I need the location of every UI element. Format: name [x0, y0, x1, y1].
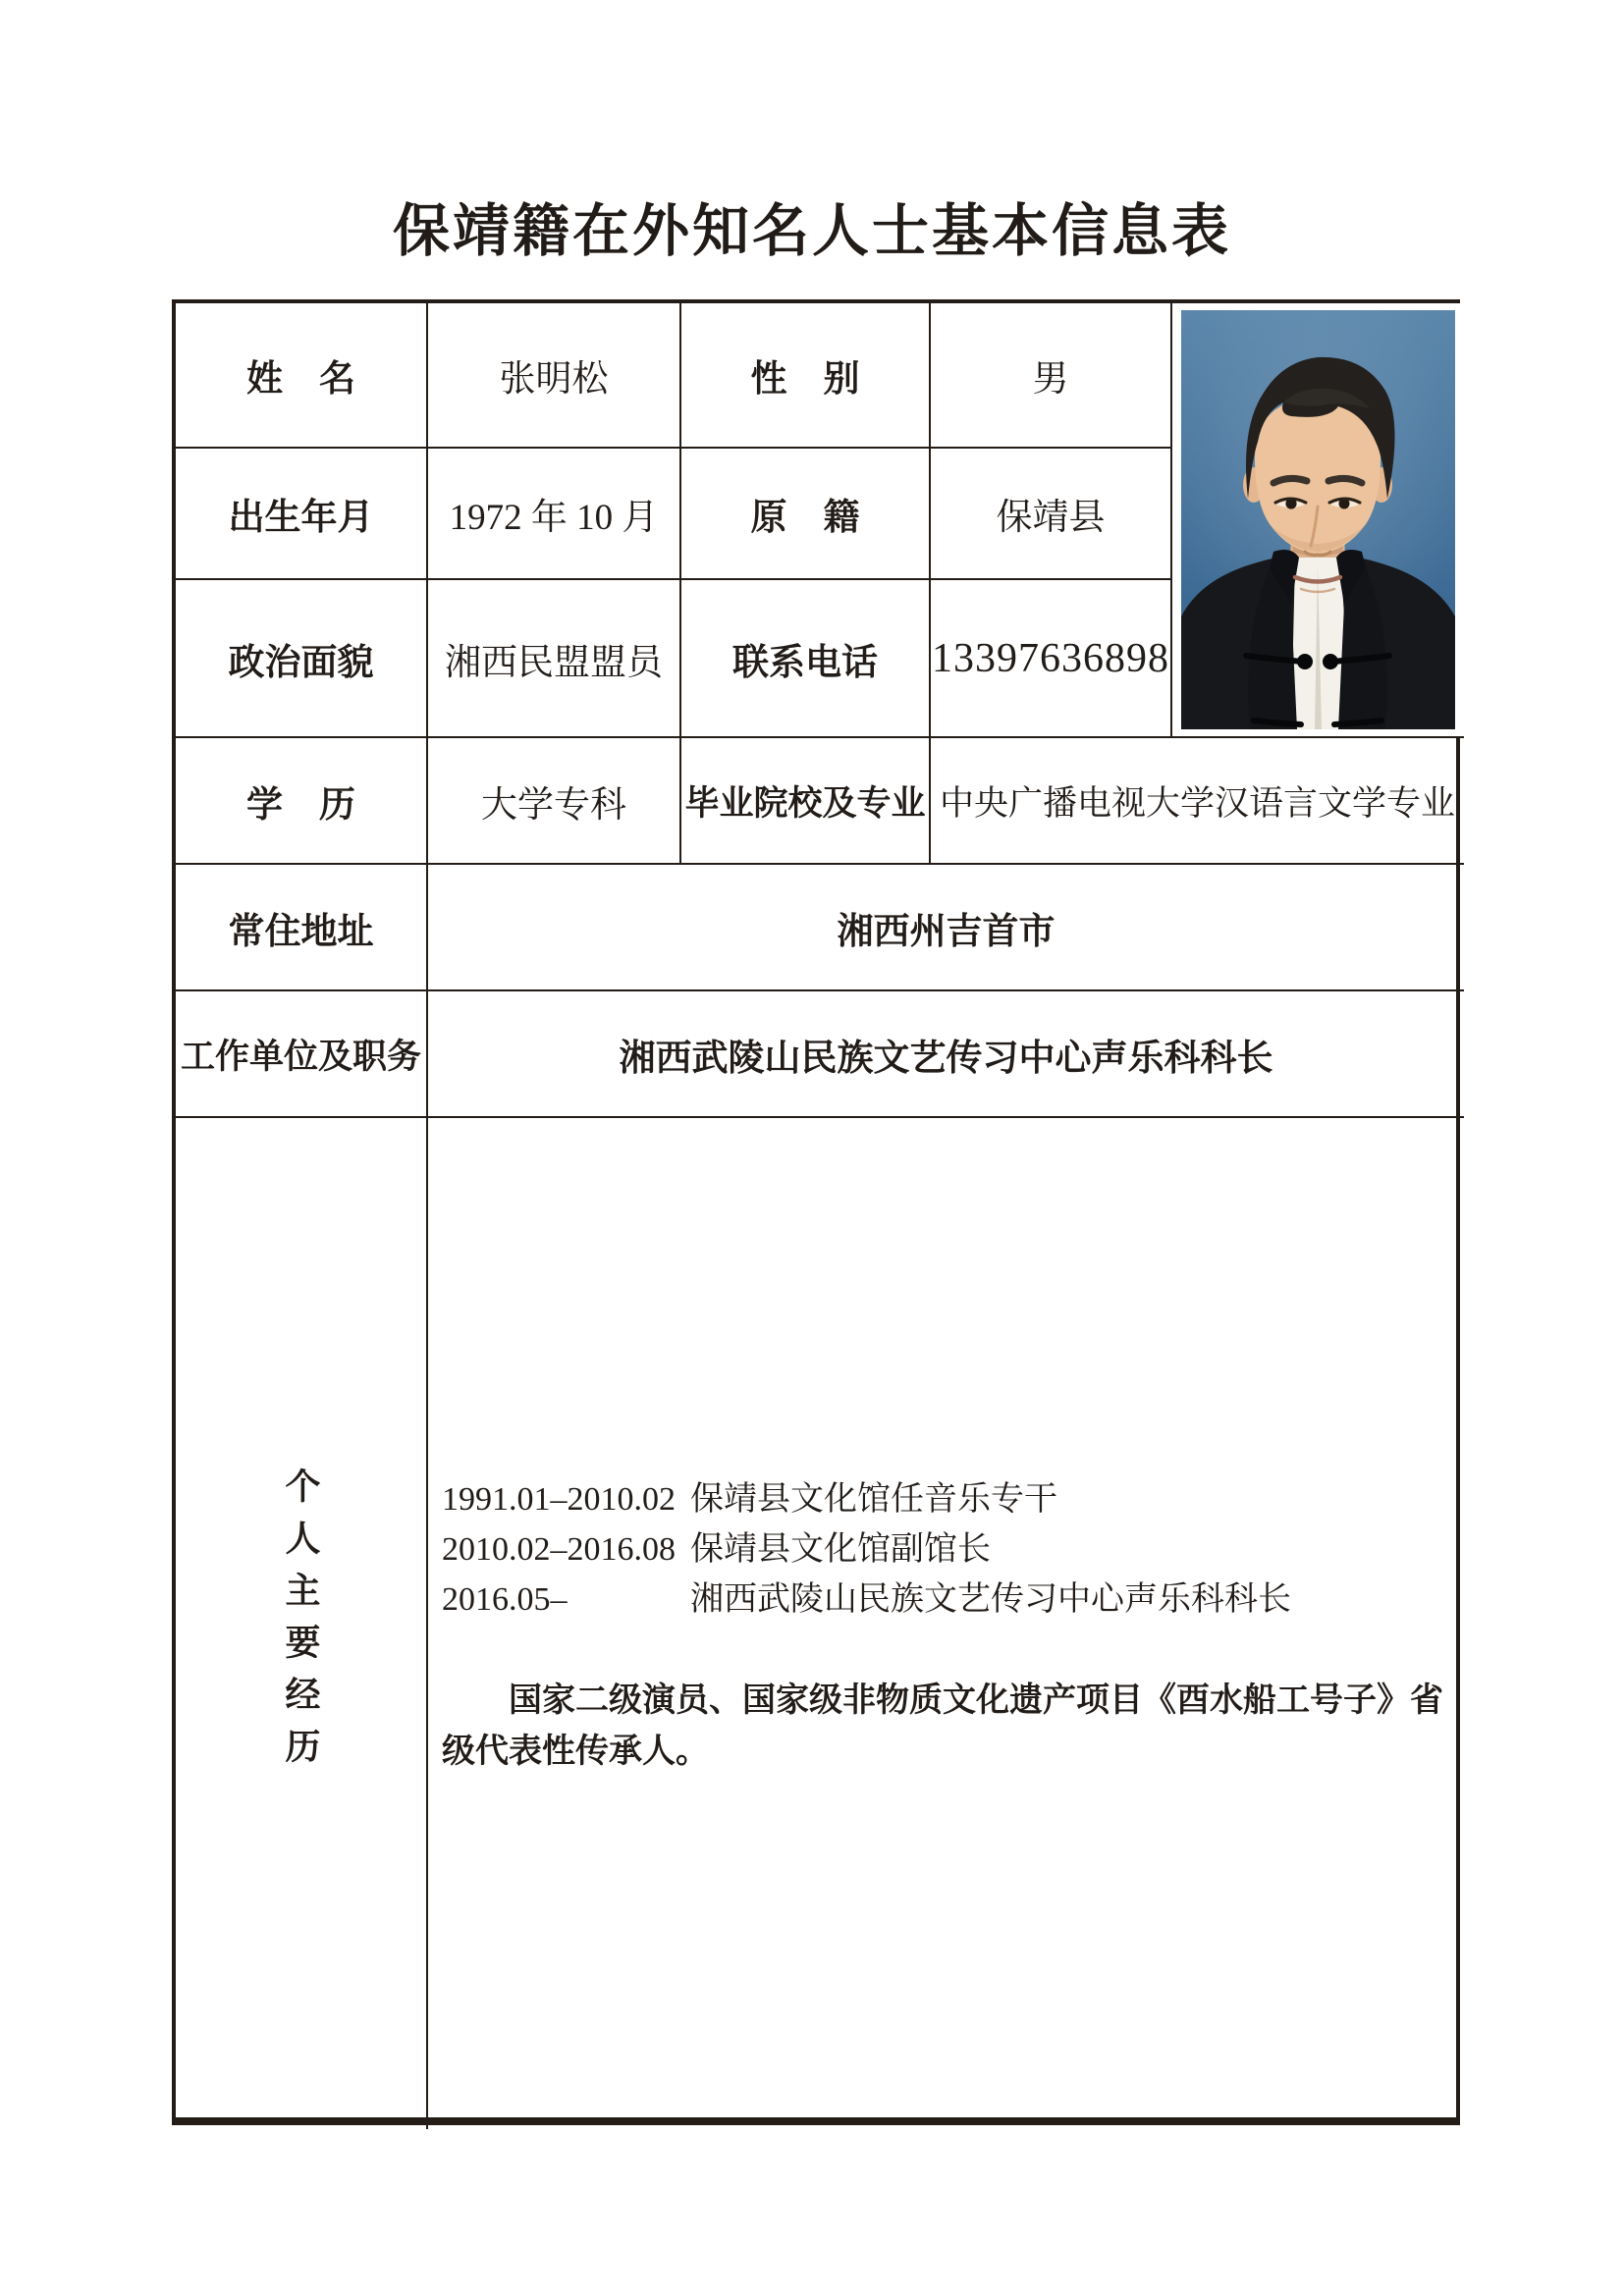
experience-content: [428, 1118, 1464, 2129]
work-label: 工作单位及职务: [176, 991, 428, 1118]
address-value: 湘西州吉首市: [428, 865, 1464, 991]
experience-role: 保靖县文化馆副馆长: [690, 1531, 991, 1568]
experience-item: [442, 1575, 1450, 1625]
school-label: 毕业院校及专业: [681, 738, 931, 865]
experience-period: 2016.05–: [442, 1581, 568, 1618]
work-value: 湘西武陵山民族文艺传习中心声乐科科长: [428, 991, 1464, 1118]
origin-label: 原 籍: [681, 449, 931, 580]
origin-value: 保靖县: [931, 449, 1172, 580]
experience-summary: 国家二级演员、国家级非物质文化遗产项目《酉水船工号子》省级代表性传承人。: [442, 1682, 1443, 1770]
school-value: 中央广播电视大学汉语言文学专业: [931, 738, 1464, 865]
education-label: 学 历: [176, 738, 428, 865]
political-status-value: 湘西民盟盟员: [428, 580, 681, 738]
address-label: 常住地址: [176, 865, 428, 991]
experience-role: 保靖县文化馆任音乐专干: [690, 1481, 1057, 1518]
page-title: 保靖籍在外知名人士基本信息表: [392, 199, 1231, 263]
name-value: 张明松: [428, 303, 681, 449]
info-table: [172, 299, 1460, 2125]
gender-label: 性 别: [681, 303, 931, 449]
experience-period: 2010.02–2016.08: [442, 1531, 676, 1568]
experience-role: 湘西武陵山民族文艺传习中心声乐科科长: [690, 1581, 1291, 1618]
experience-label: 个人主要经历: [281, 1468, 320, 1780]
gender-value: 男: [931, 303, 1172, 449]
education-value: 大学专科: [428, 738, 681, 865]
experience-list: [442, 1474, 1450, 1625]
experience-item: [442, 1474, 1450, 1524]
phone-label: 联系电话: [681, 580, 931, 738]
experience-period: 1991.01–2010.02: [442, 1481, 676, 1518]
phone-value: 13397636898: [931, 580, 1172, 738]
portrait-photo-image: [1181, 310, 1455, 729]
experience-label-cell: [176, 1118, 428, 2129]
experience-item: [442, 1524, 1450, 1575]
portrait-photo: [1172, 303, 1464, 738]
birth-label: 出生年月: [176, 449, 428, 580]
birth-value: 1972 年 10 月: [428, 449, 681, 580]
political-status-label: 政治面貌: [176, 580, 428, 738]
name-label: 姓 名: [176, 303, 428, 449]
